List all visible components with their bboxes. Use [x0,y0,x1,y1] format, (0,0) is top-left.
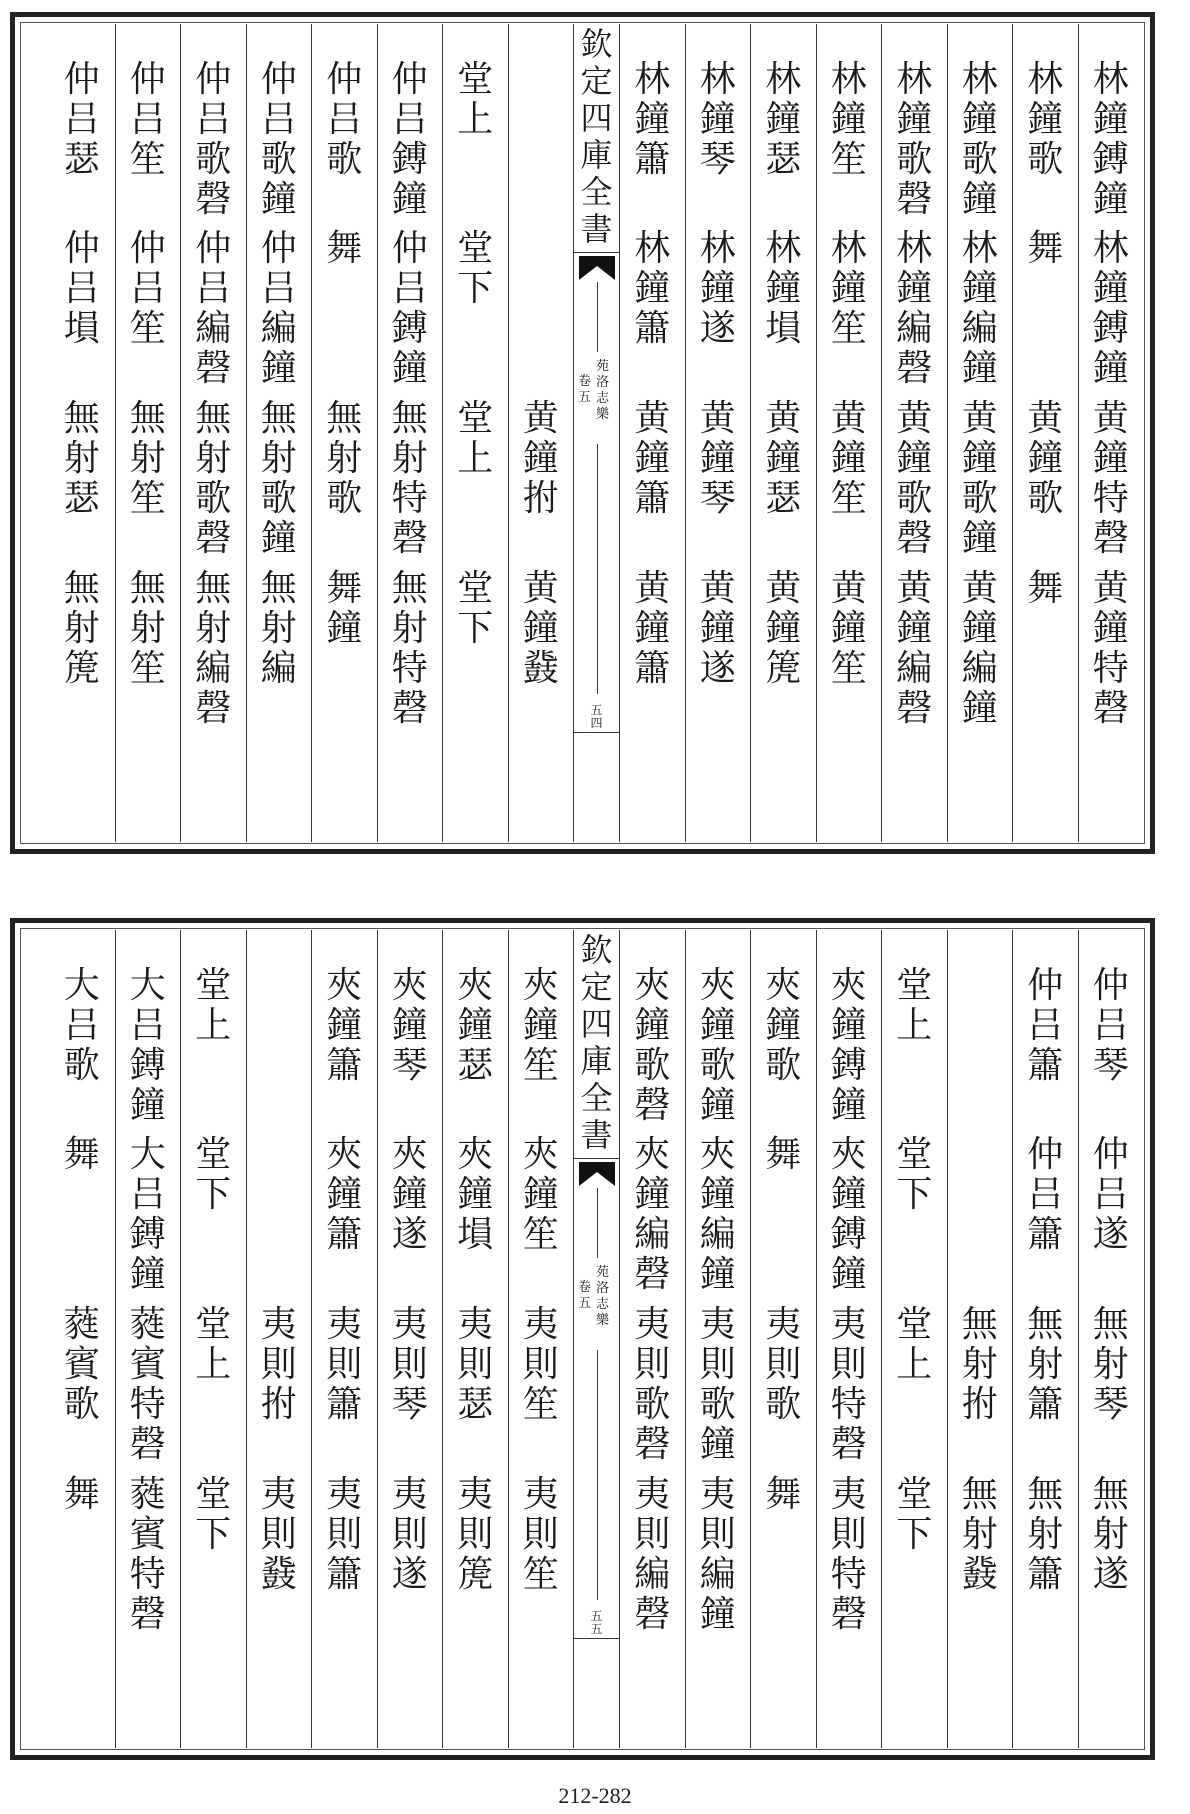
instrument-entry: 林 鐘 編 鐘 [961,228,998,389]
instrument-entry: 林 鐘 遂 [699,228,736,349]
instrument-entry: 仲 吕 瑟 [63,59,100,180]
instrument-entry: 無 射 箎 [63,568,100,689]
text-column [1012,930,1078,1748]
text-column [246,24,312,842]
instrument-entry: 舞 [326,228,363,269]
text-column [881,24,947,842]
leaf-number: 五 五 [590,1609,603,1636]
text-column [246,930,312,1748]
instrument-entry: 黄 鐘 鼗 [522,568,559,689]
instrument-entry: 堂 上 [195,965,232,1046]
text-column [816,24,882,842]
instrument-entry: 大 吕 鎛 鐘 [129,1134,166,1295]
fishtail-mark-icon [574,1160,619,1190]
text-column [49,24,115,842]
text-column [49,930,115,1748]
instrument-entry: 夷 則 瑟 [457,1304,494,1425]
instrument-entry: 無 射 編 磬 [195,568,232,729]
text-column [750,930,816,1748]
instrument-entry: 仲 吕 歌 鐘 [260,59,297,220]
text-column [115,930,181,1748]
center-rule [574,732,619,733]
instrument-entry: 堂 下 [195,1134,232,1215]
instrument-entry: 林 鐘 笙 [830,228,867,349]
instrument-entry: 堂 下 [195,1474,232,1555]
instrument-entry: 夷 則 編 鐘 [699,1474,736,1635]
leaf-number: 五 四 [590,703,603,730]
instrument-entry: 黄 鐘 編 磬 [896,568,933,729]
instrument-entry: 夷 則 歌 磬 [634,1304,671,1465]
instrument-entry: 夷 則 拊 [260,1304,297,1425]
book-title: 欽 定 四 庫 全 書 [574,26,619,253]
instrument-entry: 舞 [765,1134,802,1175]
instrument-entry: 夷 則 編 磬 [634,1474,671,1635]
instrument-entry: 林 鐘 鎛 鐘 [1092,228,1129,389]
text-column [115,24,181,842]
center-fold-label [573,930,619,1748]
instrument-entry: 夾 鐘 歌 鐘 [699,965,736,1126]
instrument-entry: 黄 鐘 笙 [830,568,867,689]
instrument-entry: 黄 鐘 簫 [634,568,671,689]
instrument-entry: 無 射 特 磬 [391,398,428,559]
instrument-entry: 夾 鐘 簫 [326,965,363,1086]
instrument-entry: 夷 則 歌 鐘 [699,1304,736,1465]
instrument-entry: 無 射 笙 [129,568,166,689]
text-column [508,930,574,1748]
instrument-entry: 夾 鐘 笙 [522,1134,559,1255]
text-column [619,930,685,1748]
instrument-entry: 仲 吕 笙 [129,228,166,349]
instrument-entry: 舞 [765,1474,802,1515]
text-column [881,930,947,1748]
text-column [377,24,443,842]
book-title: 欽 定 四 庫 全 書 [574,932,619,1159]
instrument-entry: 夾 鐘 鎛 鐘 [830,1134,867,1295]
text-column [311,930,377,1748]
text-column [311,24,377,842]
instrument-entry: 夷 則 琴 [391,1304,428,1425]
instrument-entry: 林 鐘 簫 [634,59,671,180]
instrument-entry: 夷 則 特 磬 [830,1304,867,1465]
instrument-entry: 黄 鐘 歌 磬 [896,398,933,559]
instrument-entry: 仲 吕 歌 [326,59,363,180]
volume-label: 卷 五 [578,1280,592,1311]
instrument-entry: 夷 則 簫 [326,1304,363,1425]
instrument-entry: 夷 則 笙 [522,1474,559,1595]
page-panel-top [10,12,1155,854]
instrument-entry: 黄 鐘 特 磬 [1092,398,1129,559]
instrument-entry: 仲 吕 簫 [1027,1134,1064,1255]
instrument-entry: 無 射 鼗 [961,1474,998,1595]
text-column [180,930,246,1748]
center-rule [574,1638,619,1639]
text-column [1078,24,1144,842]
instrument-entry: 堂 上 [195,1304,232,1385]
text-column [508,24,574,842]
instrument-entry: 黄 鐘 歌 [1027,398,1064,519]
instrument-entry: 夷 則 笙 [522,1304,559,1425]
text-column [442,930,508,1748]
center-rule [597,444,598,694]
instrument-entry: 舞 [63,1134,100,1175]
instrument-entry: 無 射 歌 [326,398,363,519]
instrument-entry: 無 射 遂 [1092,1474,1129,1595]
instrument-entry: 仲 吕 編 鐘 [260,228,297,389]
instrument-entry: 夷 則 鼗 [260,1474,297,1595]
instrument-entry: 林 鐘 歌 [1027,59,1064,180]
center-fold-label [573,24,619,842]
instrument-entry: 堂 下 [457,228,494,309]
instrument-entry: 黄 鐘 編 鐘 [961,568,998,729]
instrument-entry: 仲 吕 簫 [1027,965,1064,1086]
book-section: 苑 洛 志 樂 [596,359,610,422]
instrument-entry: 黄 鐘 箎 [765,568,802,689]
text-column [947,930,1013,1748]
instrument-entry: 林 鐘 鎛 鐘 [1092,59,1129,220]
instrument-entry: 黄 鐘 琴 [699,398,736,519]
instrument-entry: 蕤 賓 特 磬 [129,1474,166,1635]
instrument-entry: 林 鐘 歌 鐘 [961,59,998,220]
instrument-entry: 夾 鐘 塤 [457,1134,494,1255]
instrument-entry: 無 射 簫 [1027,1474,1064,1595]
instrument-entry: 黄 鐘 遂 [699,568,736,689]
instrument-entry: 林 鐘 編 磬 [896,228,933,389]
instrument-entry: 堂 上 [896,1304,933,1385]
instrument-entry: 舞 [63,1474,100,1515]
columns-top [22,24,1143,842]
fishtail-mark-icon [574,254,619,284]
instrument-entry: 無 射 特 磬 [391,568,428,729]
instrument-entry: 仲 吕 鎛 鐘 [391,228,428,389]
instrument-entry: 夾 鐘 瑟 [457,965,494,1086]
volume-label: 卷 五 [578,374,592,405]
instrument-entry: 無 射 編 [260,568,297,689]
instrument-entry: 夾 鐘 琴 [391,965,428,1086]
instrument-entry: 黄 鐘 拊 [522,398,559,519]
instrument-entry: 堂 下 [896,1474,933,1555]
instrument-entry: 夷 則 箎 [457,1474,494,1595]
instrument-entry: 仲 吕 笙 [129,59,166,180]
instrument-entry: 蕤 賓 特 磬 [129,1304,166,1465]
instrument-entry: 夾 鐘 編 磬 [634,1134,671,1295]
instrument-entry: 林 鐘 琴 [699,59,736,180]
instrument-entry: 堂 下 [457,568,494,649]
instrument-entry: 仲 吕 鎛 鐘 [391,59,428,220]
page-number: 212-282 [558,1783,632,1808]
instrument-entry: 黄 鐘 特 磬 [1092,568,1129,729]
instrument-entry: 林 鐘 笙 [830,59,867,180]
columns-bottom [22,930,1143,1748]
instrument-entry: 無 射 歌 磬 [195,398,232,559]
text-column [750,24,816,842]
instrument-entry: 夾 鐘 遂 [391,1134,428,1255]
instrument-entry: 黄 鐘 簫 [634,398,671,519]
instrument-entry: 大 吕 歌 [63,965,100,1086]
instrument-entry: 無 射 歌 鐘 [260,398,297,559]
instrument-entry: 林 鐘 簫 [634,228,671,349]
text-column [947,24,1013,842]
instrument-entry: 堂 上 [457,398,494,479]
text-column [619,24,685,842]
instrument-entry: 無 射 笙 [129,398,166,519]
center-rule [597,1350,598,1600]
instrument-entry: 舞 [1027,568,1064,609]
text-column [816,930,882,1748]
instrument-entry: 蕤 賓 歌 [63,1304,100,1425]
text-column [1078,930,1144,1748]
instrument-entry: 林 鐘 歌 磬 [896,59,933,220]
instrument-entry: 舞 [1027,228,1064,269]
instrument-entry: 夾 鐘 歌 磬 [634,965,671,1126]
instrument-entry: 無 射 琴 [1092,1304,1129,1425]
instrument-entry: 黄 鐘 歌 鐘 [961,398,998,559]
instrument-entry: 夾 鐘 簫 [326,1134,363,1255]
instrument-entry: 仲 吕 編 磬 [195,228,232,389]
instrument-entry: 無 射 拊 [961,1304,998,1425]
center-rule [597,1188,598,1258]
instrument-entry: 林 鐘 塤 [765,228,802,349]
instrument-entry: 黄 鐘 瑟 [765,398,802,519]
instrument-entry: 大 吕 鎛 鐘 [129,965,166,1126]
instrument-entry: 夷 則 特 磬 [830,1474,867,1635]
instrument-entry: 夾 鐘 歌 [765,965,802,1086]
center-rule [597,282,598,352]
text-column [685,930,751,1748]
text-column [685,24,751,842]
instrument-entry: 仲 吕 塤 [63,228,100,349]
instrument-entry: 無 射 瑟 [63,398,100,519]
instrument-entry: 舞 鐘 [326,568,363,649]
page-panel-bottom [10,918,1155,1760]
instrument-entry: 夾 鐘 笙 [522,965,559,1086]
text-column [180,24,246,842]
instrument-entry: 夷 則 簫 [326,1474,363,1595]
instrument-entry: 無 射 簫 [1027,1304,1064,1425]
instrument-entry: 堂 上 [457,59,494,140]
instrument-entry: 仲 吕 琴 [1092,965,1129,1086]
instrument-entry: 堂 上 [896,965,933,1046]
instrument-entry: 夾 鐘 編 鐘 [699,1134,736,1295]
instrument-entry: 黄 鐘 笙 [830,398,867,519]
text-column [442,24,508,842]
text-column [377,930,443,1748]
instrument-entry: 堂 下 [896,1134,933,1215]
instrument-entry: 夾 鐘 鎛 鐘 [830,965,867,1126]
text-column [1012,24,1078,842]
book-section: 苑 洛 志 樂 [596,1265,610,1328]
instrument-entry: 夷 則 歌 [765,1304,802,1425]
instrument-entry: 仲 吕 歌 磬 [195,59,232,220]
instrument-entry: 林 鐘 瑟 [765,59,802,180]
instrument-entry: 仲 吕 遂 [1092,1134,1129,1255]
instrument-entry: 夷 則 遂 [391,1474,428,1595]
